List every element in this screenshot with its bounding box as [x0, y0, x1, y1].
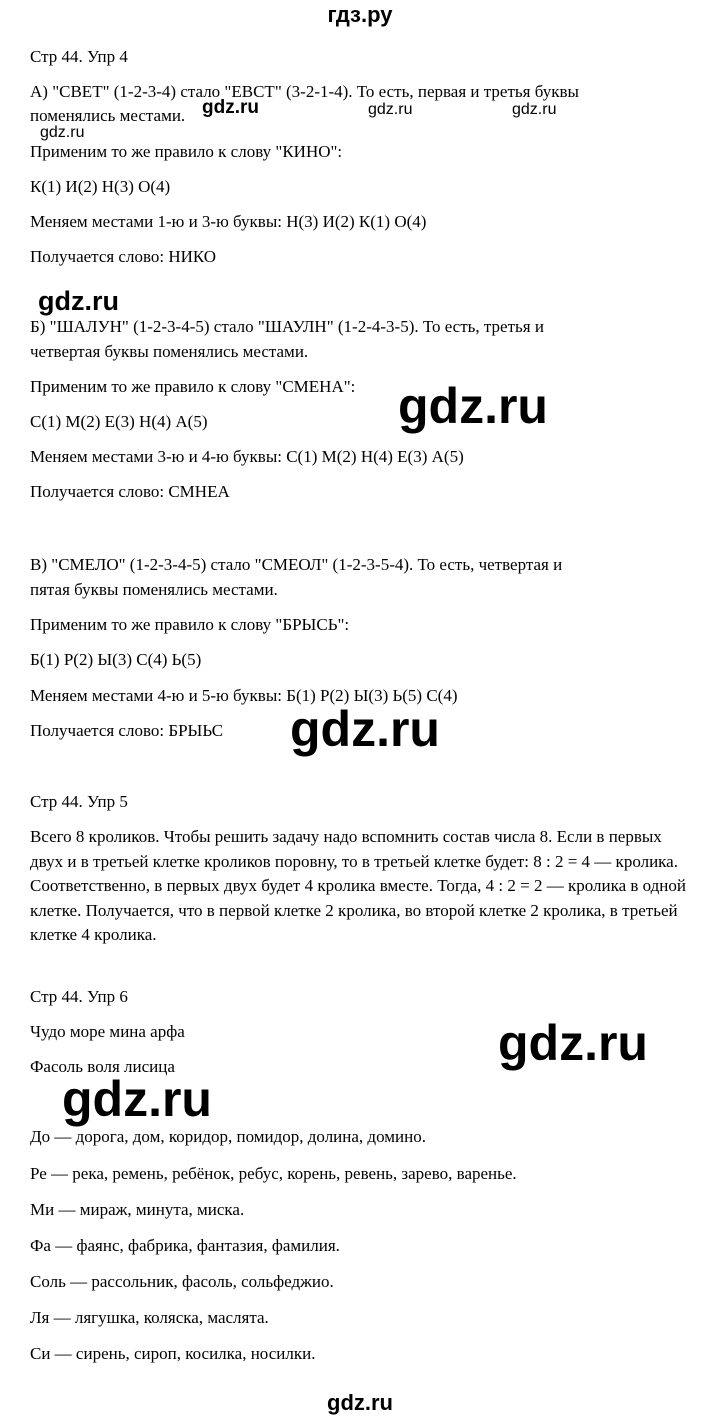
watermark: gdz.ru [38, 286, 119, 316]
watermark: gdz.ru [202, 97, 259, 118]
ex4-title: Стр 44. Упр 4 [30, 47, 128, 66]
ex4-a-line2: поменялись местами. [30, 106, 186, 125]
ex6-note-sol: Соль — рассольник, фасоль, сольфеджио. [30, 1272, 334, 1291]
ex6-note-do: До — дорога, дом, коридор, помидор, долина, домино. [30, 1127, 426, 1146]
ex4-a-line1: А) "СВЕТ" (1-2-3-4) стало "ЕВСТ" (3-2-1-4). То есть, первая и третья буквы [30, 82, 579, 101]
ex4-c-line1: В) "СМЕЛО" (1-2-3-4-5) стало "СМЕОЛ" (1-2-3-5-4). То есть, четвертая и [30, 555, 563, 574]
ex4-c-result: Получается слово: БРЫЬС [30, 721, 224, 740]
watermark: gdz.ru [398, 378, 548, 434]
ex4-b-line2: четвертая буквы поменялись местами. [30, 342, 309, 361]
site-footer: gdz.ru [327, 1390, 393, 1415]
ex6-line2: Фасоль воля лисица [30, 1057, 175, 1076]
ex4-c-letters: Б(1) Р(2) Ы(3) С(4) Ь(5) [30, 650, 202, 669]
ex5-title: Стр 44. Упр 5 [30, 792, 128, 811]
ex4-b-apply: Применим то же правило к слову "СМЕНА": [30, 377, 356, 396]
watermark: gdz.ru [498, 1015, 648, 1071]
ex4-a-letters: К(1) И(2) Н(3) О(4) [30, 177, 171, 196]
ex4-b-line1: Б) "ШАЛУН" (1-2-3-4-5) стало "ШАУЛН" (1-2-4-3-5). То есть, третья и [30, 317, 544, 336]
ex4-b-swap: Меняем местами 3-ю и 4-ю буквы: С(1) М(2) Н(4) Е(3) А(5) [30, 447, 464, 466]
ex4-a-swap: Меняем местами 1-ю и 3-ю буквы: Н(3) И(2) К(1) О(4) [30, 212, 427, 231]
ex4-b-letters: С(1) М(2) Е(3) Н(4) А(5) [30, 412, 208, 431]
ex5-text: Всего 8 кроликов. Чтобы решить задачу надо вспомнить состав числа 8. Если в первых двух и в третьей клетке кроликов поровну, то в третьей клетке будет: 8 : 2 = 4 — кролика. Соответственно, в первых двух будет 4 кролика вместе. Тогда, 4 : 2 = 2 — кролика в одной клетке. Получается, что в первой клетке 2 кролика, во второй клетке 2 кролика, в третьей клетке 4 кролика. [30, 827, 686, 944]
ex4-c-swap: Меняем местами 4-ю и 5-ю буквы: Б(1) Р(2) Ы(3) Ь(5) С(4) [30, 686, 458, 705]
watermark: gdz.ru [368, 101, 413, 118]
site-header: гдз.ру [327, 2, 393, 27]
watermark: gdz.ru [40, 124, 85, 141]
ex6-note-si: Си — сирень, сироп, косилка, носилки. [30, 1344, 316, 1363]
ex6-note-lya: Ля — лягушка, коляска, маслята. [30, 1308, 269, 1327]
ex6-note-re: Ре — река, ремень, ребёнок, ребус, корень, ревень, зарево, варенье. [30, 1164, 517, 1183]
ex6-line1: Чудо море мина арфа [30, 1022, 185, 1041]
ex4-c-line2: пятая буквы поменялись местами. [30, 580, 278, 599]
ex4-a-result: Получается слово: НИКО [30, 247, 217, 266]
ex4-c-apply: Применим то же правило к слову "БРЫСЬ": [30, 615, 350, 634]
ex4-b-result: Получается слово: СМНЕА [30, 482, 230, 501]
watermark: gdz.ru [512, 101, 557, 118]
ex6-title: Стр 44. Упр 6 [30, 987, 128, 1006]
watermark: gdz.ru [290, 701, 440, 757]
watermark: gdz.ru [62, 1071, 212, 1127]
ex6-note-fa: Фа — фаянс, фабрика, фантазия, фамилия. [30, 1236, 340, 1255]
ex4-a-apply: Применим то же правило к слову "КИНО": [30, 142, 343, 161]
ex6-note-mi: Ми — мираж, минута, миска. [30, 1200, 245, 1219]
